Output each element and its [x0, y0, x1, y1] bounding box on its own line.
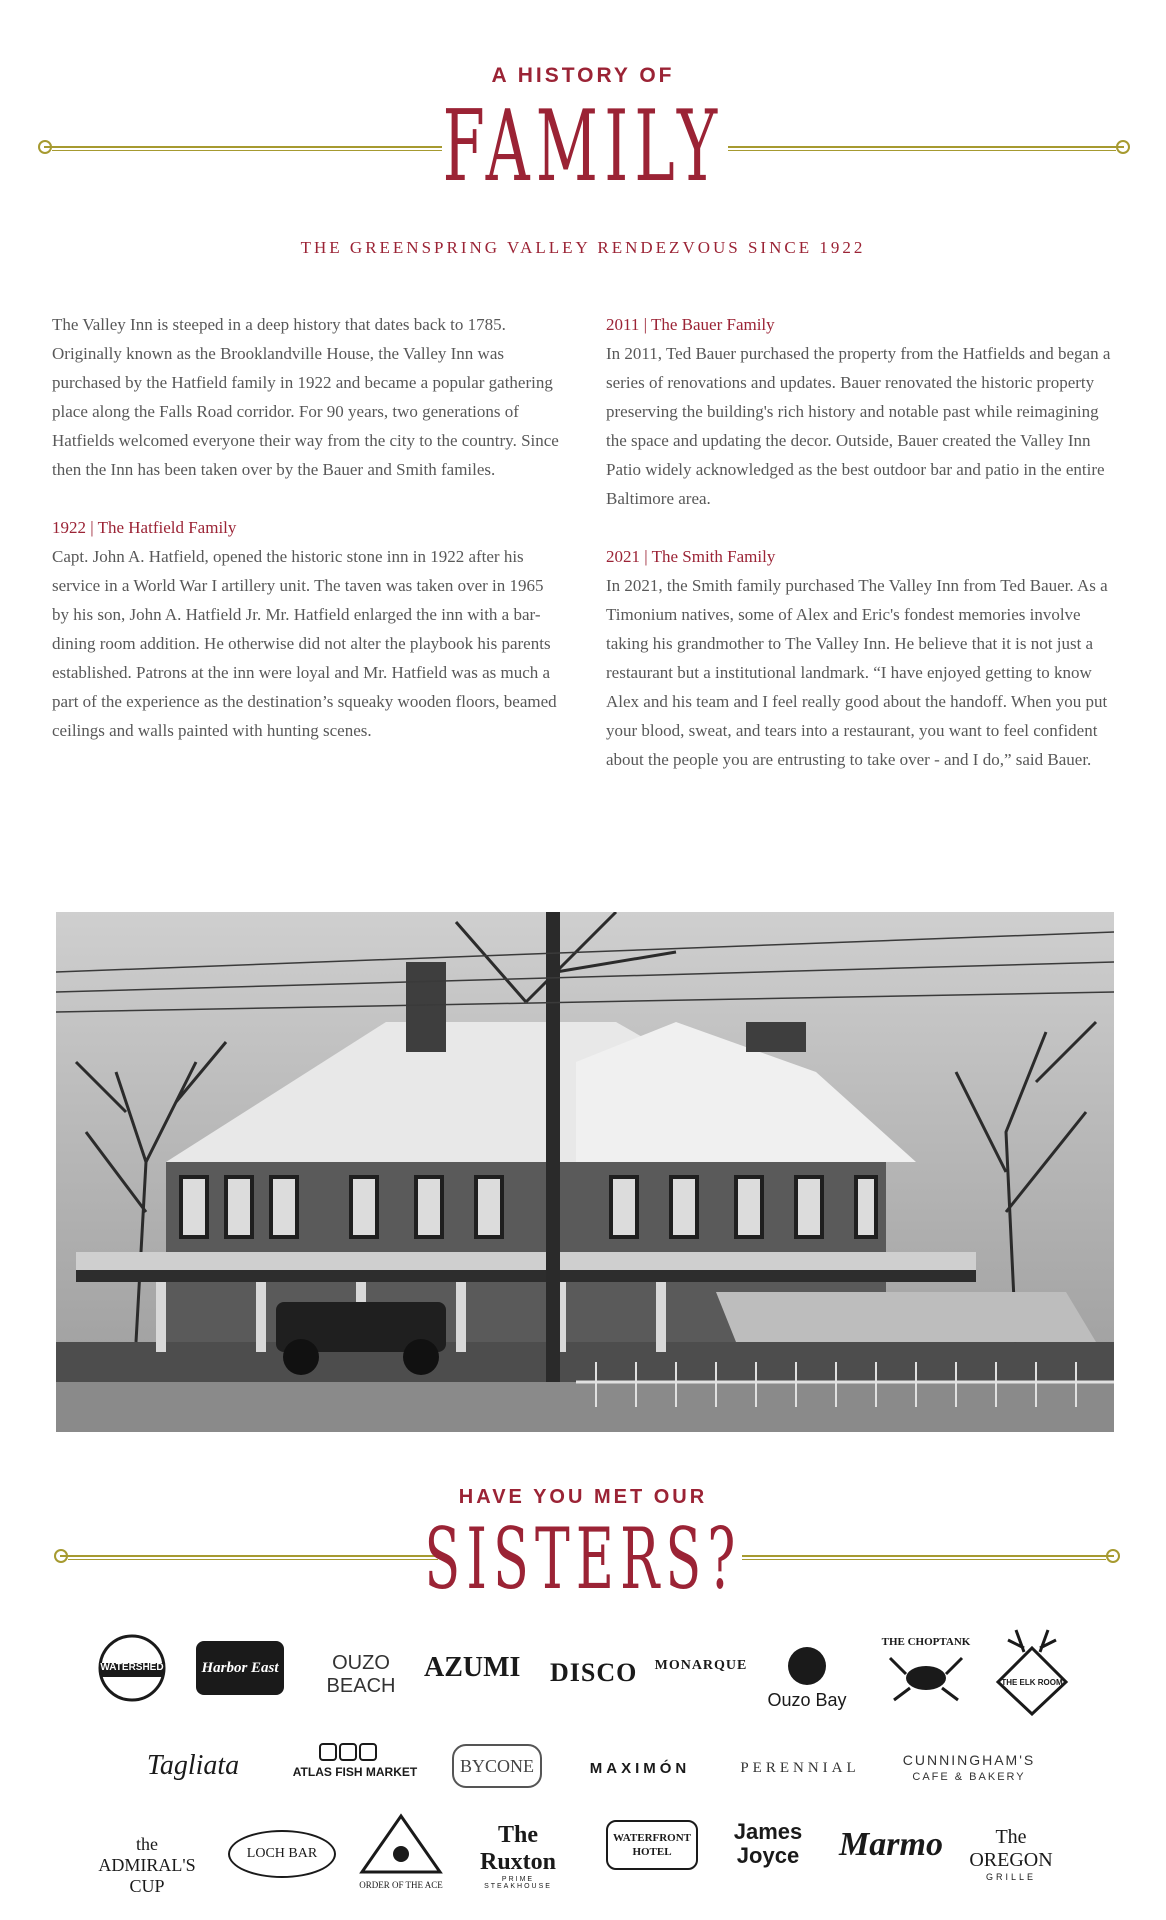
- bauer-heading: 2011 | The Bauer Family: [606, 315, 775, 334]
- choptank-label: THE CHOPTANK: [881, 1636, 971, 1648]
- watershed-logo[interactable]: [92, 1633, 172, 1703]
- order-of-the-ace-logo[interactable]: [356, 1812, 446, 1894]
- oregon-label: The OREGON: [969, 1826, 1053, 1871]
- sisters-title: SISTERS?: [424, 1510, 742, 1608]
- atlas-fish-icon: [290, 1742, 420, 1762]
- maximon-logo[interactable]: MAXIMÓN: [589, 1760, 691, 1777]
- cunninghams-logo[interactable]: [894, 1752, 1044, 1783]
- monarque-logo[interactable]: MONARQUE: [654, 1658, 748, 1673]
- elk-room-label: THE ELK ROOM: [1001, 1678, 1063, 1687]
- james-joyce-logo[interactable]: James Joyce: [733, 1819, 803, 1868]
- azumi-logo[interactable]: AZUMI: [424, 1652, 521, 1683]
- cunninghams-label: CUNNINGHAM'S: [902, 1752, 1036, 1768]
- hatfield-paragraph: Capt. John A. Hatfield, opened the historic stone inn in 1922 after his service in a World War I artillery unit. The taven was taken over in 1965 by his son, John A. Hatfield Jr. Mr. Hatfield enlarged the inn with a bar-dining room addition. He otherwise did not alter the playbook his parents established. Patrons at the inn were loyal and Mr. Hatfield was as much a part of the experience as the destination’s squeaky wooden floors, beamed ceilings and walls painted with hunting scenes.: [52, 547, 557, 740]
- tagline: THE GREENSPRING VALLEY RENDEZVOUS SINCE 1922: [300, 238, 866, 257]
- sisters-kicker: HAVE YOU MET OUR: [458, 1486, 708, 1508]
- ouzo-bay-logo[interactable]: [762, 1646, 852, 1712]
- elk-room-logo[interactable]: [994, 1626, 1070, 1716]
- bauer-paragraph: In 2011, Ted Bauer purchased the property from the Hatfields and began a series of renovations and updates. Bauer renovated the historic property preserving the building's rich history and notable past while reimagining the space and updating the decor. Outside, Bauer created the Valley Inn Patio widely acknowledged as the best outdoor bar and patio in the entire Baltimore area.: [606, 344, 1111, 508]
- watershed-label: WATERSHED: [100, 1662, 164, 1673]
- smith-heading: 2021 | The Smith Family: [606, 547, 776, 566]
- inn-photo-illustration: [56, 912, 1114, 1432]
- atlas-fish-market-logo[interactable]: [290, 1742, 420, 1779]
- atlas-fish-market-label: ATLAS FISH MARKET: [292, 1765, 418, 1779]
- historic-inn-photo: [56, 912, 1114, 1432]
- ouzo-bay-fish-icon: [762, 1646, 852, 1686]
- elk-diamond-icon: [994, 1626, 1070, 1716]
- crab-icon: [880, 1648, 972, 1704]
- harbor-east-logo[interactable]: Harbor East: [196, 1641, 284, 1695]
- right-column: [606, 310, 1118, 774]
- loch-bar-logo[interactable]: LOCH BAR: [228, 1830, 336, 1878]
- waterfront-hotel-logo[interactable]: WATERFRONT HOTEL: [606, 1820, 698, 1870]
- ouzo-beach-logo[interactable]: OUZO BEACH: [326, 1652, 396, 1697]
- intro-paragraph: The Valley Inn is steeped in a deep history that dates back to 1785. Originally known as the Brooklandville House, the Valley Inn was purchased by the Hatfield family in 1922 and became a popular gathering place along the Falls Road corridor. For 90 years, two generations of Hatfields welcomed everyone their way from the city to the country. Since then the Inn has been taken over by the Bauer and Smith familes.: [52, 315, 559, 479]
- admirals-cup-logo[interactable]: the ADMIRAL'S CUP: [98, 1834, 196, 1896]
- perennial-logo[interactable]: PERENNIAL: [740, 1760, 860, 1776]
- smith-paragraph: In 2021, the Smith family purchased The Valley Inn from Ted Bauer. As a Timonium natives, some of Alex and Eric's fondest memories involve taking his grandmother to The Valley Inn. He believe that it is not just a restaurant but a institutional landmark. “I have enjoyed getting to know Alex and his team and I feel really good about the handoff. When you put your blood, sweat, and tears into a restaurant, you want to feel confident about the people you are entrusting to take over - and I do,” said Bauer.: [606, 576, 1108, 769]
- oregon-sub-label: GRILLE: [985, 1872, 1036, 1882]
- ruxton-sub-label: PRIME STEAKHOUSE: [484, 1876, 552, 1890]
- ouzo-bay-label: Ouzo Bay: [767, 1690, 847, 1710]
- disco-logo[interactable]: DISCO: [550, 1658, 638, 1687]
- page-title: FAMILY: [442, 90, 724, 204]
- choptank-logo[interactable]: [880, 1636, 972, 1712]
- order-of-the-ace-label: ORDER OF THE ACE: [359, 1880, 443, 1890]
- cunninghams-sub-label: CAFE & BAKERY: [912, 1771, 1026, 1783]
- tagliata-logo[interactable]: Tagliata: [146, 1750, 240, 1781]
- ace-triangle-icon: [356, 1812, 446, 1876]
- ruxton-logo[interactable]: [468, 1822, 568, 1890]
- left-column: [52, 310, 562, 745]
- history-kicker: A HISTORY OF: [491, 64, 675, 87]
- oregon-grille-logo[interactable]: [966, 1826, 1056, 1882]
- marmo-logo[interactable]: Marmo: [839, 1826, 943, 1863]
- ruxton-label: The Ruxton: [479, 1822, 557, 1875]
- hatfield-heading: 1922 | The Hatfield Family: [52, 518, 237, 537]
- bycone-logo[interactable]: BYCONE: [452, 1744, 542, 1788]
